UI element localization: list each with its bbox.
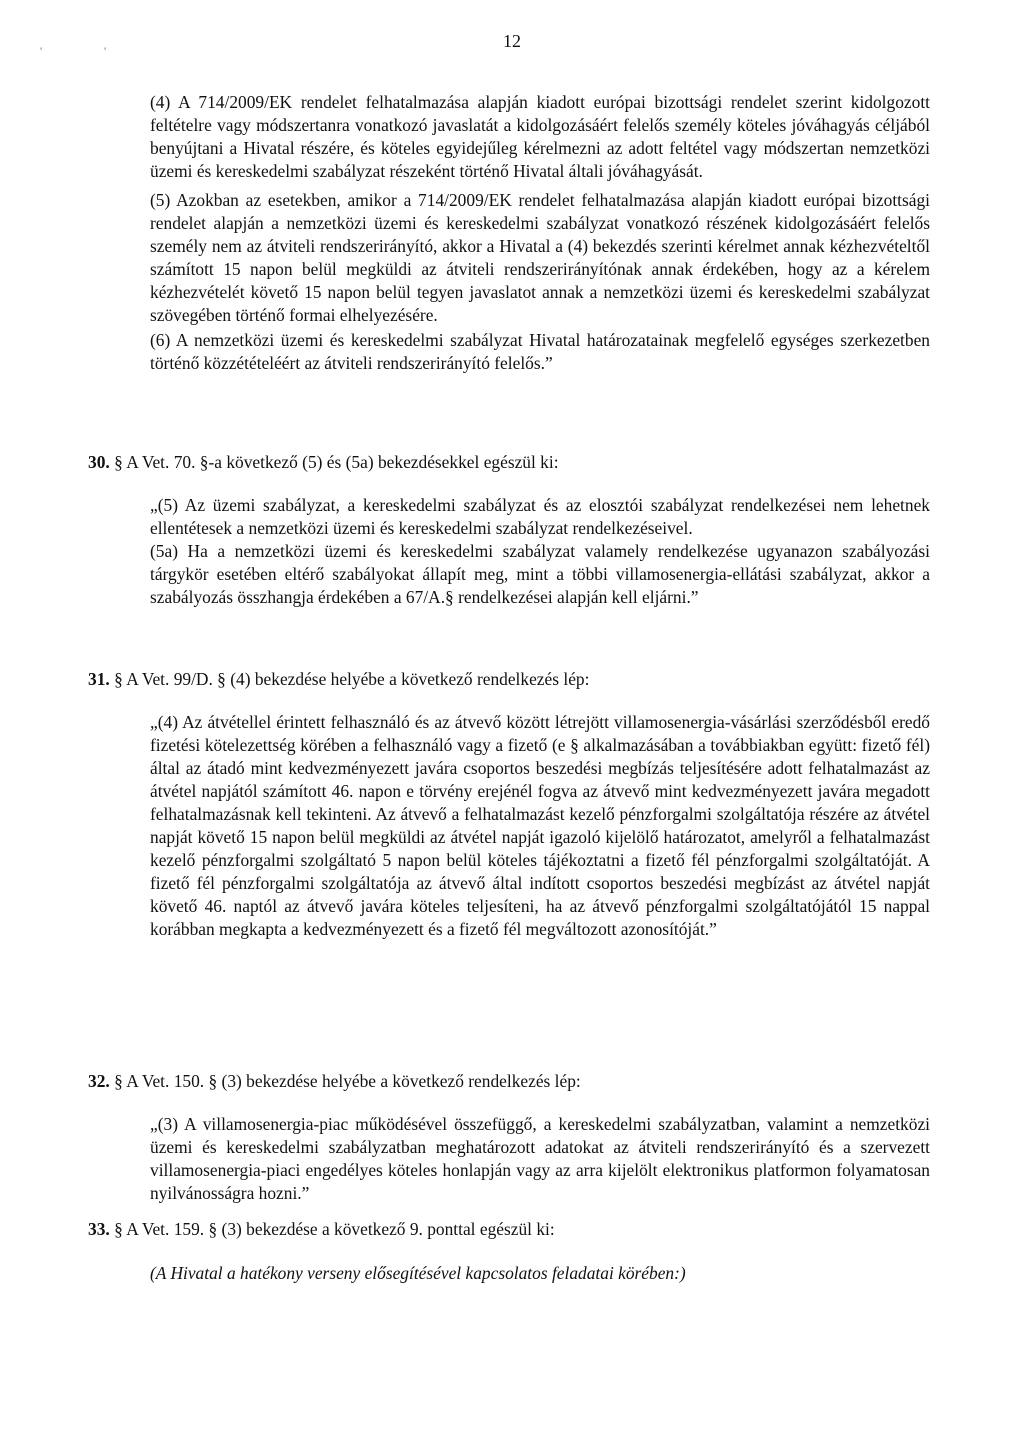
quote-paragraph: „(3) A villamosenergia-piac működésével összefüggő, a kereskedelmi szabályzatban, valamint a nemzetközi üzemi és kereskedelmi szabályzatban meghatározott adatokat az átviteli rendszerirányító és a szervezett villamosenergia-piaci engedélyes köteles honlapján vagy az arra kijelölt elektronikus platformon folyamatosan nyilvánosságra hozni.” xyxy=(150,1114,930,1203)
quote-paragraph: „(5) Az üzemi szabályzat, a kereskedelmi szabályzat és az elosztói szabályzat rendelkezései nem lehetnek ellentétesek a nemzetközi üzemi és kereskedelmi szabályzat rendelkezéseivel. xyxy=(150,495,930,538)
paragraph-4: (4) A 714/2009/EK rendelet felhatalmazása alapján kiadott európai bizottsági rendelet szerint kidolgozott feltételre vagy módszertanra vonatkozó javaslatát a kidolgozásáért felelős személy köteles jóváhagyás céljából benyújtani a Hivatal részére, és köteles egyidejűleg kérelmezni az adott feltétel vagy módszertan nemzetközi üzemi és kereskedelmi szabályzat részeként történő Hivatal általi jóváhagyását. xyxy=(150,92,930,181)
quoted-amendment xyxy=(150,494,930,609)
section-number: 30. xyxy=(88,452,110,472)
document-body xyxy=(150,91,930,375)
section-heading-text: § A Vet. 159. § (3) bekezdése a következő 9. ponttal egészül ki: xyxy=(114,1219,555,1239)
section-heading xyxy=(88,451,930,474)
section-heading-text: § A Vet. 99/D. § (4) bekezdése helyébe a következő rendelkezés lép: xyxy=(114,669,590,689)
paragraph-6: (6) A nemzetközi üzemi és kereskedelmi szabályzat Hivatal határozatainak megfelelő egységes szerkezetben történő közzétételéért az átviteli rendszerirányító felelős.” xyxy=(150,330,930,373)
section-heading-text: § A Vet. 70. §-a következő (5) és (5a) bekezdésekkel egészül ki: xyxy=(114,452,559,472)
section-number: 31. xyxy=(88,669,110,689)
section-heading xyxy=(88,1218,930,1241)
section-30 xyxy=(88,451,930,609)
section-number: 32. xyxy=(88,1071,110,1091)
quoted-amendment xyxy=(150,1113,930,1205)
margin-mark: ' xyxy=(104,44,107,58)
page-number: 12 xyxy=(503,31,521,51)
quote-paragraph: (5a) Ha a nemzetközi üzemi és kereskedelmi szabályzat valamely rendelkezése ugyanazon szabályozási tárgykör esetében eltérő szabályokat állapít meg, mint a többi villamosenergia-ellátási szabályzat, akkor a szabályozás összhangja érdekében a 67/A.§ rendelkezései alapján kell eljárni.” xyxy=(150,541,930,607)
section-31 xyxy=(88,668,930,941)
quote-paragraph: „(4) Az átvétellel érintett felhasználó és az átvevő között létrejött villamosenergia-vásárlási szerződésből eredő fizetési kötelezettség körében a felhasználó vagy a fizető (e § alkalmazásában a továbbiakban együtt: fizető fél) által az átadó mint kedvezményezett javára csoportos beszedési megbízás teljesítésére adott felhatalmazást az átvétel napjától számított 46. napon e törvény erejénél fogva az átvevő mint kedvezményezett javára megadott felhatalmazásnak kell tekinteni. Az átvevő a felhatalmazást kezelő pénzforgalmi szolgáltatója részére az átvétel napját követő 15 napon belül megküldi az átvétel napját igazoló kijelölő határozatot, amelyről a felhatalmazást kezelő pénzforgalmi szolgáltató 5 napon belül köteles tájékoztatni a fizető fél pénzforgalmi szolgáltatóját. A fizető fél pénzforgalmi szolgáltatója az átvevő által indított csoportos beszedési megbízást az átvétel napját követő 46. naptól az átvevő javára köteles teljesíteni, ha az átvevő pénzforgalmi szolgáltatójától 15 nappal korábban megkapta a kedvezményezett és a fizető fél megváltozott azonosítóját.” xyxy=(150,712,930,939)
section-number: 33. xyxy=(88,1219,110,1239)
section-heading-text: § A Vet. 150. § (3) bekezdése helyébe a következő rendelkezés lép: xyxy=(114,1071,581,1091)
section-32 xyxy=(88,1070,930,1205)
section-heading xyxy=(88,1070,930,1093)
margin-mark: ' xyxy=(40,44,43,58)
paragraph-5: (5) Azokban az esetekben, amikor a 714/2009/EK rendelet felhatalmazása alapján kiadott európai bizottsági rendelet alapján a nemzetközi üzemi és kereskedelmi szabályzat vonatkozó részének kidolgozásáért felelős személy nem az átviteli rendszerirányító, akkor a Hivatal a (4) bekezdés szerinti kérelmet annak kézhezvételtől számított 15 napon belül megküldi az átviteli rendszerirányítónak annak érdekében, hogy az a kérelem kézhezvételét követő 15 napon belül tegyen javaslatot annak a nemzetközi üzemi és kereskedelmi szabályzat szövegében történő formai elhelyezésére. xyxy=(150,190,930,325)
quoted-amendment xyxy=(150,711,930,941)
section-heading xyxy=(88,668,930,691)
italic-context-line: (A Hivatal a hatékony verseny elősegítésével kapcsolatos feladatai körében:) xyxy=(150,1263,686,1283)
section-33 xyxy=(88,1218,930,1285)
